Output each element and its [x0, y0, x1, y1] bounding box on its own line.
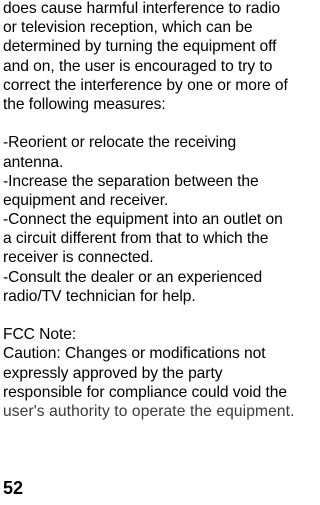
document-page — [3, 0, 309, 421]
measure-line: receiver is connected. — [3, 249, 154, 267]
fcc-note-line: user's authority to operate the equipment. — [3, 402, 295, 420]
paragraph-spacer — [3, 306, 309, 325]
text-line: correct the interference by one or more of — [3, 76, 288, 94]
measure-line: -Consult the dealer or an experienced — [3, 268, 263, 286]
fcc-note-heading: FCC Note: — [3, 326, 77, 344]
measure-line: -Increase the separation between the — [3, 172, 259, 190]
text-line: or television reception, which can be — [3, 19, 253, 37]
measure-line: equipment and receiver. — [3, 191, 169, 209]
text-line: determined by turning the equipment off — [3, 38, 277, 56]
text-line: does cause harmful interference to radio — [3, 0, 281, 17]
measure-line: radio/TV technician for help. — [3, 287, 196, 305]
fcc-note-line: Caution: Changes or modifications not — [3, 345, 266, 363]
paragraph-spacer — [3, 114, 309, 133]
fcc-note-section — [3, 325, 309, 421]
text-line: the following measures: — [3, 95, 166, 113]
page-number: 52 — [3, 478, 24, 498]
measure-line: a circuit different from that to which the — [3, 230, 269, 248]
measure-line: -Connect the equipment into an outlet on — [3, 211, 283, 229]
fcc-note-line: expressly approved by the party — [3, 364, 223, 382]
fcc-note-line: responsible for compliance could void the — [3, 383, 287, 401]
measure-line: antenna. — [3, 153, 64, 171]
measure-line: -Reorient or relocate the receiving — [3, 134, 237, 152]
interference-paragraph — [3, 0, 309, 114]
text-line: and on, the user is encouraged to try to — [3, 57, 273, 75]
measures-list — [3, 133, 309, 306]
